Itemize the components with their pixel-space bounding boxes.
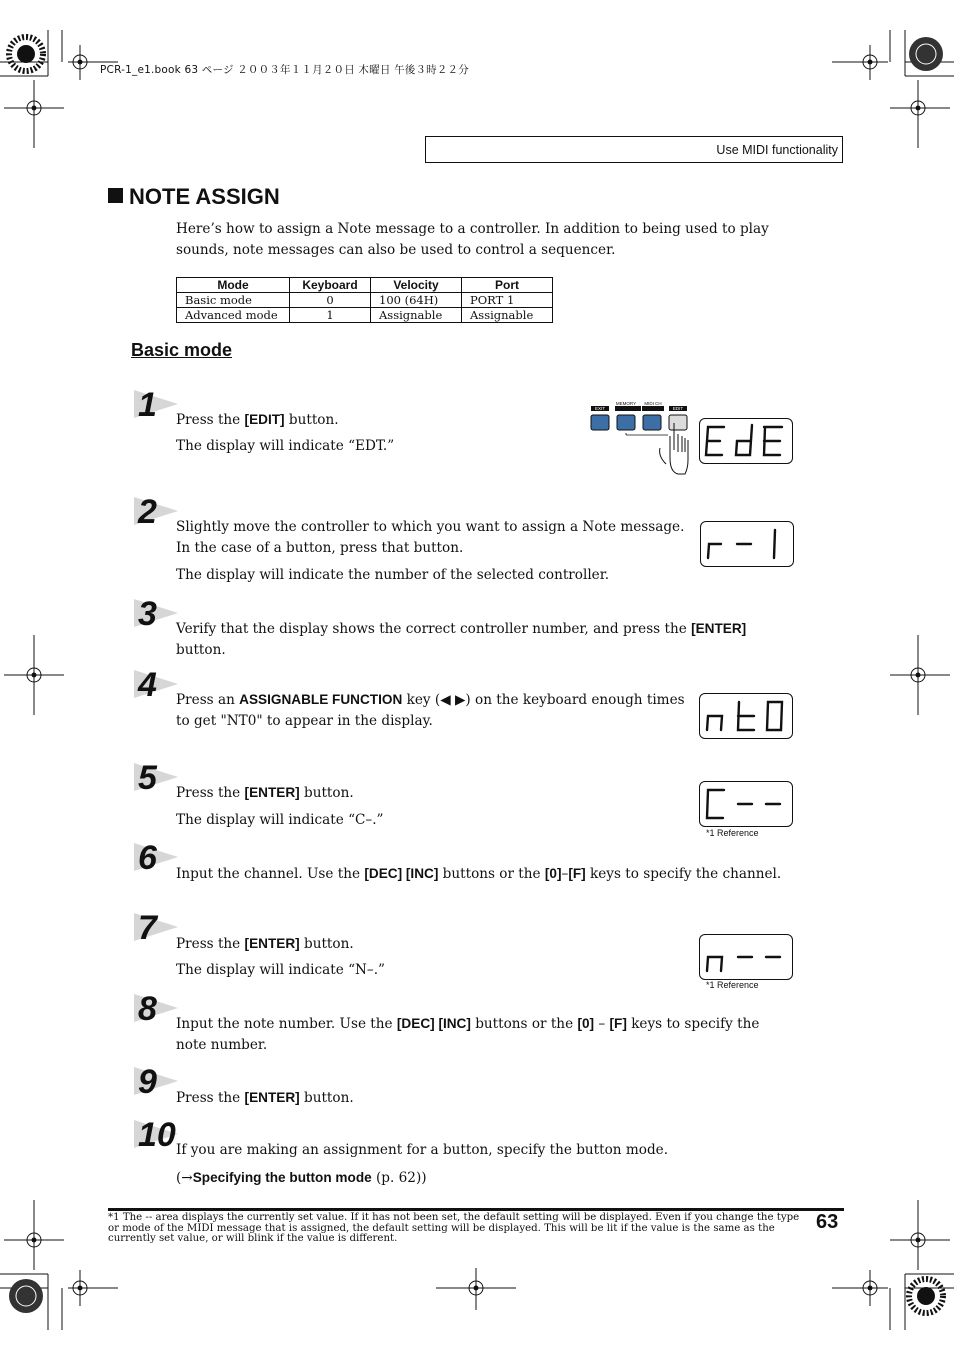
step-5-result: The display will indicate “C–.” — [176, 812, 384, 828]
step-6-text: Input the channel. Use the [DEC] [INC] buttons or the [0]–[F] keys to specify the channel. — [176, 866, 782, 882]
mode-table — [176, 277, 553, 323]
lcd-display-r1 — [700, 521, 794, 567]
reference-note: *1 Reference — [706, 828, 759, 838]
table-row — [177, 308, 553, 323]
table-row — [177, 293, 553, 308]
step-number: 7 — [138, 911, 157, 945]
table-header-cell: Mode — [177, 278, 290, 293]
subsection-title: Basic mode — [131, 340, 233, 360]
lcd-display-edt — [699, 418, 793, 464]
intro-paragraph: Here’s how to assign a Note message to a controller. In addition to being used to play sounds, note messages can also be used to control a sequencer. — [176, 221, 769, 258]
step-10-text: If you are making an assignment for a button, specify the button mode. — [176, 1142, 669, 1158]
step-number: 8 — [138, 992, 157, 1026]
lcd-display-nt0 — [699, 693, 793, 739]
table-cell: PORT 1 — [462, 293, 553, 308]
table-cell: 1 — [290, 308, 371, 323]
table-cell: 100 (64H) — [371, 293, 462, 308]
step-4-text: Press an ASSIGNABLE FUNCTION key (◀ ▶) on the keyboard enough times to get "NT0" to appear in the display. — [176, 692, 685, 729]
footnote: *1 The -- area displays the currently set value. If it has not been set, the default setting will be displayed. Even if you change the type or mode of the MIDI message that is assigned, the default setting will be displayed. This will be lit if the value is the same as the currently set value, or will blink if the value is different. — [108, 1212, 800, 1245]
lcd-display-c — [699, 781, 793, 827]
table-header-row — [177, 278, 553, 293]
step-number: 2 — [138, 495, 157, 529]
step-7-text: Press the [ENTER] button. — [176, 936, 354, 952]
table-cell: Assignable — [462, 308, 553, 323]
step-2-text: Slightly move the controller to which you want to assign a Note message. In the case of a button, press that button. — [176, 519, 685, 556]
step-number: 9 — [138, 1065, 157, 1099]
step-number: 10 — [138, 1118, 176, 1152]
lcd-display-n — [699, 934, 793, 980]
step-number: 3 — [138, 597, 157, 631]
panel-buttons-svg — [588, 400, 694, 478]
panel-label: EXIT — [594, 406, 606, 411]
table-cell: 0 — [290, 293, 371, 308]
running-head: Use MIDI functionality — [425, 136, 843, 163]
lcd-digits-svg — [700, 935, 791, 978]
print-header: PCR-1_e1.book 63 ページ ２００３年１１月２０日 木曜日 午後３時２２分 — [100, 64, 469, 76]
table-cell: Advanced mode — [177, 308, 290, 323]
step-number: 1 — [138, 388, 157, 422]
square-bullet-icon — [108, 188, 123, 203]
page-number: 63 — [816, 1211, 839, 1233]
table-header-cell: Velocity — [371, 278, 462, 293]
step-number: 6 — [138, 841, 157, 875]
step-1-text: Press the [EDIT] button. — [176, 412, 339, 428]
lcd-digits-svg — [700, 782, 791, 825]
step-2-result: The display will indicate the number of the selected controller. — [176, 567, 610, 583]
lcd-digits-svg — [700, 694, 791, 737]
step-number: 5 — [138, 761, 157, 795]
panel-label: EDIT — [672, 406, 684, 411]
table-cell: Assignable — [371, 308, 462, 323]
cross-reference: (→Specifying the button mode (p. 62)) — [176, 1170, 427, 1186]
table-cell: Basic mode — [177, 293, 290, 308]
footer-rule — [108, 1208, 844, 1211]
reference-note: *1 Reference — [706, 980, 759, 990]
panel-label: MEMORY — [615, 401, 637, 406]
step-1-result: The display will indicate “EDT.” — [176, 438, 395, 454]
panel-buttons-illustration — [588, 400, 694, 478]
table-header-cell: Port — [462, 278, 553, 293]
step-3-text: Verify that the display shows the correct controller number, and press the [ENTER] button. — [176, 621, 747, 658]
step-8-text: Input the note number. Use the [DEC] [INC] buttons or the [0] – [F] keys to specify the note number. — [176, 1016, 760, 1053]
panel-label: MIDI CH — [644, 401, 662, 406]
section-title-text: NOTE ASSIGN — [129, 184, 280, 209]
step-5-text: Press the [ENTER] button. — [176, 785, 354, 801]
lcd-digits-svg — [701, 522, 792, 565]
lcd-digits-svg — [700, 419, 791, 462]
cross-reference-link[interactable]: Specifying the button mode — [192, 1170, 372, 1185]
step-9-text: Press the [ENTER] button. — [176, 1090, 354, 1106]
table-header-cell: Keyboard — [290, 278, 371, 293]
step-7-result: The display will indicate “N–.” — [176, 962, 385, 978]
step-number: 4 — [138, 668, 157, 702]
section-title — [108, 184, 280, 210]
